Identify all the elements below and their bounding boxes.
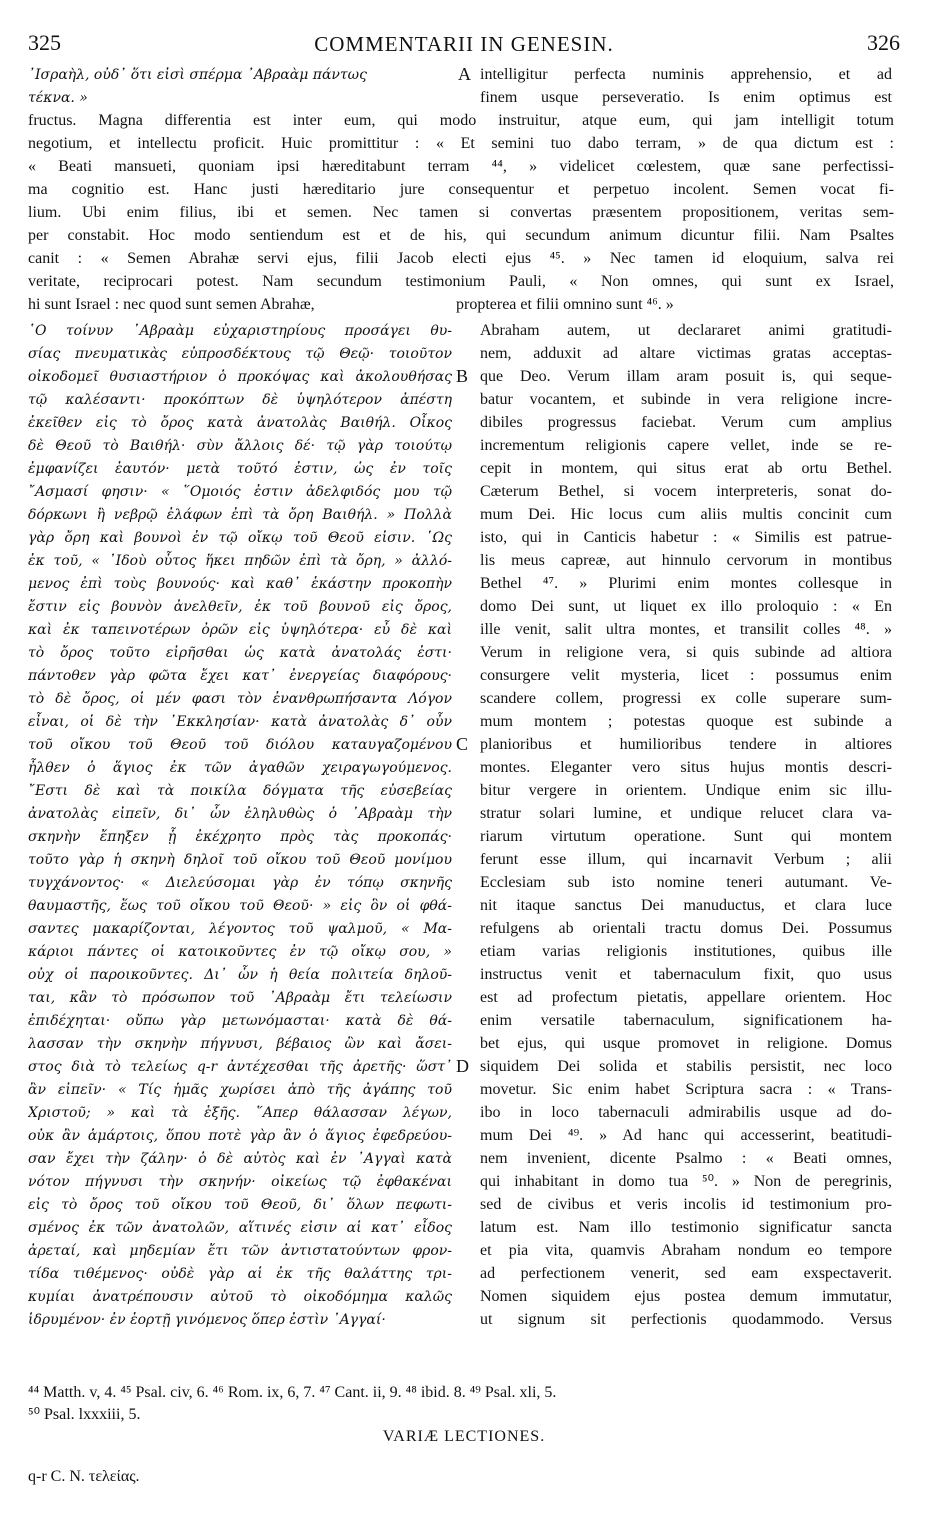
greek-line: ῎Εστι δὲ καὶ τὰ ποικίλα δόγματα τῆς εὐσεβείας: [28, 783, 452, 799]
latin-line: lis meus capreæ, aut hinnulo cervorum in montibus: [480, 552, 892, 569]
footnote-line: ⁴⁴ Matth. v, 4. ⁴⁵ Psal. civ, 6. ⁴⁶ Rom. ix, 6, 7. ⁴⁷ Cant. ii, 9. ⁴⁸ ibid. 8. ⁴⁹ Psal. xli, 5.: [28, 1384, 557, 1401]
greek-line: ἦλθεν ὁ ἅγιος ἐκ τῶν ἀγαθῶν χειραγωγούμενος.: [28, 760, 452, 776]
greek-line: εἰς τὸ ὄρος τοῦ οἴκου τοῦ Θεοῦ, δι᾿ ὅλων πεφωτι-: [28, 1197, 452, 1213]
greek-line: οὐχ οἱ παροικοῦντες. Δι᾿ ὧν ἡ θεία πολιτεία δηλοῦ-: [28, 967, 452, 983]
variae-lectiones-title: VARIÆ LECTIONES.: [382, 1428, 546, 1445]
latin-line: refulgens ab orientali tractu domus Dei. Possumus: [480, 920, 892, 937]
greek-line: ἐμφανίζει ἑαυτόν· μετὰ τοῦτό ἐστιν, ὡς ἐν τοῖς: [28, 461, 452, 477]
latin-line: qui inhabitant in domo tua ⁵⁰. » Non de peregrinis,: [480, 1173, 892, 1190]
latin-line: riarum virtutum operatione. Sunt qui montem: [480, 828, 892, 845]
latin-top-line: finem usque perseveratio. Is enim optimus est: [480, 89, 892, 106]
latin-line: bitur vergere in orientem. Undique enim sic illu-: [480, 782, 892, 799]
latin-line: stratur solari lumine, et undique relucet clara va-: [480, 805, 892, 822]
latin-line: Cæterum Bethel, si vocem interpreteris, sonat do-: [480, 483, 892, 500]
footnote-line: ⁵⁰ Psal. lxxxiii, 5.: [28, 1406, 141, 1423]
margin-marker-b: B: [456, 366, 469, 386]
greek-line: νότον πήγνυσι τὴν σκηνήν· οἰκείως τῷ ἐφθακέναι: [28, 1174, 452, 1190]
greek-line: ἀνατολὰς εἰπεῖν, δι᾿ ὧν ἐληλυθὼς ὁ ᾿Αβραὰμ τὴν: [28, 806, 452, 822]
latin-line: latum est. Nam illo testimonio significatur sancta: [480, 1219, 892, 1236]
greek-line: λασσαν τὴν σκηνὴν πήγνυσι, βέβαιος ὢν καὶ ἄσει-: [28, 1036, 452, 1052]
greek-top-line: τέκνα. »: [28, 90, 88, 106]
latin-line: bet ejus, qui usque promovet in religione. Domus: [480, 1035, 892, 1052]
greek-line: εἶναι, οἱ δὲ τὴν ᾿Εκκλησίαν· κατὰ ἀνατολὰς δ᾿ οὖν: [28, 714, 452, 730]
greek-line: σκηνὴν ἔπηξεν ᾗ ἐκέχρητο πρὸς τὰς προκοπάς·: [28, 829, 452, 845]
latin-line: nem, adduxit ad altare victimas gratas acceptas-: [480, 345, 892, 362]
latin-line: ut signum sit perfectionis quodammodo. Versus: [480, 1311, 892, 1328]
margin-marker-d: D: [456, 1056, 469, 1076]
full-line: fructus. Magna differentia est inter eum, qui modo instruitur, atque eum, qui jam intelligit totum: [28, 112, 894, 129]
variae-lectiones-text: q-r C. N. τελείας.: [28, 1468, 140, 1485]
latin-line: nit itaque sanctus Dei manuductus, et clara luce: [480, 897, 892, 914]
greek-line: κυμίαι ἀνατρέπουσιν αὐτοῦ τὸ οἰκοδόμημα καλῶς: [28, 1289, 452, 1305]
greek-line: θαυμαστῆς, ἕως τοῦ οἴκου τοῦ Θεοῦ· » εἰς ὃν οἱ φθά-: [28, 898, 452, 914]
margin-marker-c: C: [456, 734, 469, 754]
greek-line: ἐκ τοῦ, « ᾿Ιδοὺ οὗτος ἥκει πηδῶν ἐπὶ τὰ ὄρη, » ἀλλό-: [28, 553, 452, 569]
latin-line: consurgere velit mysteria, licet : possumus enim: [480, 667, 892, 684]
latin-line: Abraham autem, ut declararet animi gratitudi-: [480, 322, 892, 339]
latin-line: isto, qui in Canticis habetur : « Similis est patrue-: [480, 529, 892, 546]
page-title: COMMENTARII IN GENESIN.: [314, 32, 614, 56]
latin-line: mum montem ; potestas quoque est subinde a: [480, 713, 892, 730]
latin-line: instructus venit et tabernaculum fixit, quo usus: [480, 966, 892, 983]
full-line: negotium, et intellectu proficit. Huic promittitur : « Et semini tuo dabo terram, » de qua dictum est :: [28, 135, 894, 152]
greek-line: ἂν εἰπεῖν· « Τίς ἡμᾶς χωρίσει ἀπὸ τῆς ἀγάπης τοῦ: [28, 1082, 452, 1098]
greek-line: ἱδρυμένον· ἐν ἑορτῇ γινόμενος ὅπερ ἐστὶν ᾿Αγγαί·: [28, 1312, 386, 1328]
latin-line: cepit in montem, qui situs erat ab ortu Bethel.: [480, 460, 892, 477]
full-line: per constabit. Hoc modo sentiendum est et de his, qui secundum animum dicuntur filii. Nam Psaltes: [28, 227, 894, 244]
greek-line: πάντοθεν γὰρ φῶτα ἔχει κατ᾿ ἐνεργείας διαφόρους·: [28, 668, 452, 684]
latin-line: montes. Eleganter vero situs hujus montis descri-: [480, 759, 892, 776]
running-header: [28, 30, 900, 60]
latin-line: enim versatile tabernaculum, significationem ha-: [480, 1012, 892, 1029]
greek-line: σίας πνευματικὰς εὐπροσδέκτους τῷ Θεῷ· τοιοῦτον: [28, 346, 452, 362]
greek-line: ῾Ο τοίνυν ᾿Αβραὰμ εὐχαριστηρίους προσάγει θυ-: [28, 323, 452, 339]
greek-top-line: ᾿Ισραὴλ, οὐδ᾿ ὅτι εἰσὶ σπέρμα ᾿Αβραὰμ πάντως: [28, 67, 367, 83]
greek-line: δόρκωνι ἢ νεβρῷ ἐλάφων ἐπὶ τὰ ὄρη Βαιθήλ. » Πολλὰ: [28, 507, 452, 523]
greek-line: τοῦτο γὰρ ἡ σκηνὴ δηλοῖ τοῦ οἴκου τοῦ Θεοῦ μονίμου: [28, 852, 452, 868]
full-line: « Beati mansueti, quoniam ipsi hæreditabunt terram ⁴⁴, » videlicet cœlestem, quæ sane perfectissi-: [28, 158, 894, 175]
latin-line: sed de civibus et veris incolis id testimonium pro-: [480, 1196, 892, 1213]
latin-line: et pia vita, quamvis Abraham nondum eo tempore: [480, 1242, 892, 1259]
greek-line: τυγχάνοντος· « Διελεύσομαι γὰρ ἐν τόπῳ σκηνῆς: [28, 875, 452, 891]
full-line: veritate, reciprocari potest. Nam secundum testimonium Pauli, « Non omnes, qui sunt ex Israel,: [28, 273, 894, 290]
greek-line: σαντες μακαρίζονται, λέγοντος τοῦ ψαλμοῦ, « Μα-: [28, 921, 452, 937]
latin-top-line: intelligitur perfecta numinis apprehensio, et ad: [480, 66, 892, 83]
greek-line: ῎Ασμασί φησιν· « ῞Ομοιός ἐστιν ἀδελφιδός μου τῷ: [28, 484, 452, 500]
latin-line: batur vocantem, et subinde in vera religione incre-: [480, 391, 892, 408]
latin-line: que Deo. Verum illam aram posuit is, qui seque-: [480, 368, 892, 385]
greek-line: στος διὰ τὸ τελείως q-r ἀντέχεσθαι τῆς ἀρετῆς· ὥστ᾿: [28, 1059, 452, 1075]
greek-line: γὰρ ὄρη καὶ βουνοὶ ἐν τῷ οἴκῳ τοῦ Θεοῦ εἰσιν. ῾Ως: [28, 530, 452, 546]
greek-line: τὸ δὲ ὄρος, οἱ μέν φασι τὸν ἐνανθρωπήσαντα Λόγον: [28, 691, 452, 707]
latin-line: Ecclesiam sub isto nomine teneri autumant. Ve-: [480, 874, 892, 891]
greek-line: μενος ἐπὶ τοὺς βουνούς· καὶ καθ᾿ ἑκάστην προκοπὴν: [28, 576, 452, 592]
greek-line: κάριοι πάντες οἱ κατοικοῦντες ἐν τῷ οἴκῳ σου, »: [28, 944, 452, 960]
page-number-left: 325: [28, 30, 61, 55]
margin-marker-a: A: [458, 64, 471, 84]
latin-line: mum Dei ⁴⁹. » Ad hanc qui accesserint, beatitudi-: [480, 1127, 892, 1144]
full-line: ma cognitio est. Hanc justi hæreditario jure consequentur et perpetuo incolent. Semen vocat fi-: [28, 181, 894, 198]
greek-line: τῷ καλέσαντι· προκόπτων δὲ ὑψηλότερον ἀπέστη: [28, 392, 452, 408]
greek-line: καὶ ἐκ ταπεινοτέρων ὀρῶν εἰς ὑψηλότερα· εὖ δὲ καὶ: [28, 622, 452, 638]
greek-line: Χριστοῦ; » καὶ τὰ ἑξῆς. ῞Απερ θάλασσαν λέγων,: [28, 1105, 452, 1121]
greek-line: τοῦ οἴκου τοῦ Θεοῦ τοῦ διόλου καταυγαζομένου: [28, 737, 452, 753]
greek-line: δὲ Θεοῦ τὸ Βαιθήλ· σὺν ἄλλοις δέ· τῷ γὰρ τοιούτῳ: [28, 438, 452, 454]
latin-line: mum Dei. Hic locus cum aliis multis concinit cum: [480, 506, 892, 523]
greek-line: τίδα τιθέμενος· οὐδὲ γὰρ αἱ ἐκ τῆς θαλάττης τρι-: [28, 1266, 452, 1282]
latin-line: etiam varias religionis institutiones, quibus ille: [480, 943, 892, 960]
greek-line: σαν ἔχει τὴν ζάλην· ὁ δὲ αὐτὸς καὶ ἐν ᾿Αγγαὶ κατὰ: [28, 1151, 452, 1167]
latin-line: movetur. Sic enim habet Scriptura sacra : « Trans-: [480, 1081, 892, 1098]
latin-line: planioribus et humilioribus tendere in altiores: [480, 736, 892, 753]
greek-line: ἐκεῖθεν εἰς τὸ ὄρος κατὰ ἀνατολὰς Βαιθήλ. Οἶκος: [28, 415, 452, 431]
latin-line: Bethel ⁴⁷. » Plurimi enim montes collesque in: [480, 575, 892, 592]
latin-line: ibo in loco tabernaculi admirabilis usque ad do-: [480, 1104, 892, 1121]
latin-line: nem invenient, dicente Psalmo : « Beati omnes,: [480, 1150, 892, 1167]
latin-line: scandere collem, progressi ex colle superare sum-: [480, 690, 892, 707]
greek-line: τὸ ὄρος τοῦτο εἰρῆσθαι ὡς κατὰ ἀνατολάς ἐστι·: [28, 645, 452, 661]
greek-line: οὐκ ἂν ἁμάρτοις, ὅπου ποτὲ γὰρ ἂν ὁ ἅγιος ἐφεδρεύου-: [28, 1128, 452, 1144]
latin-line: ad perfectionem venerit, sed eam exspectaverit.: [480, 1265, 892, 1282]
full-line: hi sunt Israel : nec quod sunt semen Abrahæ,: [28, 296, 315, 313]
full-line: propterea et filii omnino sunt ⁴⁶. »: [456, 296, 674, 313]
greek-line: ἀρεταί, καὶ μηδεμίαν ἔτι τῶν ἀντιστατούντων φρον-: [28, 1243, 452, 1259]
latin-line: siquidem Dei solida et stabilis persistit, nec loco: [480, 1058, 892, 1075]
latin-line: Nomen siquidem ejus postea demum immutatur,: [480, 1288, 892, 1305]
full-line: lium. Ubi enim filius, ibi et semen. Nec tamen si convertas præsentem propositionem, veritas sem-: [28, 204, 894, 221]
latin-line: dibiles progressus faciebat. Verum cum amplius: [480, 414, 892, 431]
latin-line: incrementum religionis capere vellet, inde se re-: [480, 437, 892, 454]
greek-line: ται, κἂν τὸ πρόσωπον τοῦ ᾿Αβραὰμ ἔτι τελείωσιν: [28, 990, 452, 1006]
latin-line: domo Dei sunt, ut liquet ex illo proloquio : « En: [480, 598, 892, 615]
latin-line: Verum in religione vera, si quis subinde ad altiora: [480, 644, 892, 661]
greek-line: ἔστιν εἰς βουνὸν ἀνελθεῖν, ἐκ τοῦ βουνοῦ εἰς ὄρος,: [28, 599, 452, 615]
page-number-right: 326: [867, 30, 900, 55]
latin-line: ferunt esse illum, qui incarnavit Verbum ; alii: [480, 851, 892, 868]
greek-line: σμένος ἐκ τῶν ἀνατολῶν, αἵτινές εἰσιν αἱ κατ᾿ εἶδος: [28, 1220, 452, 1236]
greek-line: οἰκοδομεῖ θυσιαστήριον ὁ προκόψας καὶ ἀκολουθήσας: [28, 369, 452, 385]
greek-line: ἐπιδέχηται· οὔπω γὰρ μετωνόμασται· κατὰ δὲ θά-: [28, 1013, 452, 1029]
latin-line: ille venit, salit ultra montes, et transilit colles ⁴⁸. »: [480, 621, 892, 638]
full-line: canit : « Semen Abrahæ servi ejus, filii Jacob electi ejus ⁴⁵. » Nec tamen id eloquium, salva rei: [28, 250, 894, 267]
latin-line: est ad profectum pietatis, appellare orientem. Hoc: [480, 989, 892, 1006]
